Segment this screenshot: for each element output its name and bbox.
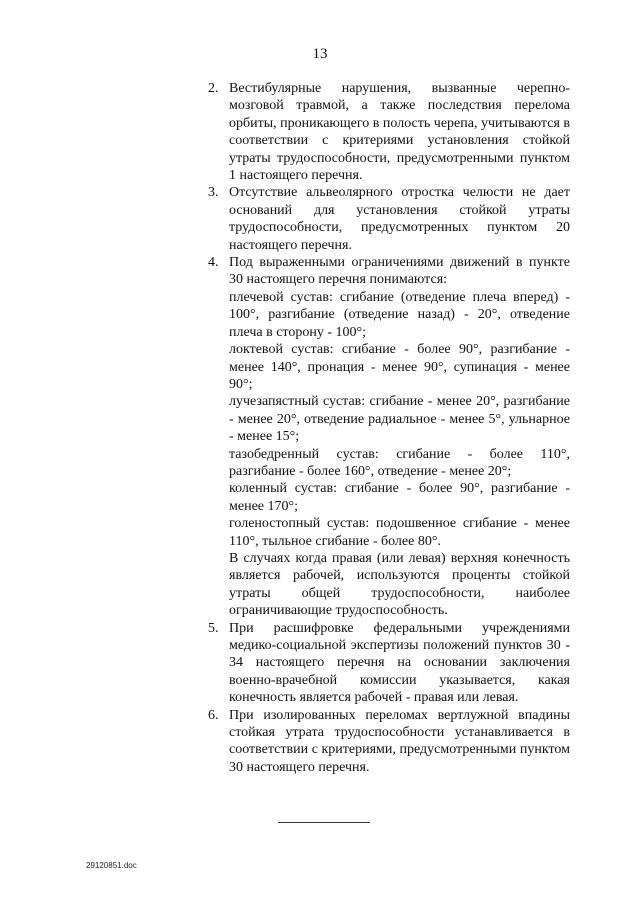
knee-joint-paragraph: коленный сустав: сгибание - более 90°, разгибание - менее 170°; — [229, 481, 570, 514]
working-limb-paragraph: В случаях когда правая (или левая) верхняя конечность является рабочей, используются проценты стойкой утраты общей трудоспособности, наиболее ограничивающие трудоспособность. — [229, 550, 570, 619]
item-number: 2. — [208, 81, 219, 96]
wrist-joint-paragraph: лучезапястный сустав: сгибание - менее 20°, разгибание - менее 20°, отведение радиальное - менее 5°, ульнарное - менее 15°; — [229, 394, 570, 445]
list-item-6 — [208, 707, 570, 777]
item-paragraph: Под выраженными ограничениями движений в пункте 30 настоящего перечня понимаются: — [229, 255, 570, 288]
list-item-2 — [208, 80, 570, 184]
item-paragraph: При изолированных переломах вертлужной впадины стойкая утрата трудоспособности устанавливается в соответствии с критериями, предусмотренными пунктом 30 настоящего перечня. — [229, 707, 570, 775]
end-separator-line — [278, 822, 370, 823]
shoulder-joint-paragraph: плечевой сустав: сгибание (отведение плеча вперед) - 100°, разгибание (отведение назад) - 20°, отведение плеча в сторону - 100°; — [229, 289, 570, 340]
list-item-4 — [208, 254, 570, 620]
item-paragraph: При расшифровке федеральными учреждениями медико-социальной экспертизы положений пунктов 30 - 34 настоящего перечня на основании заключения военно-врачебной комиссии указывается, какая конечность является рабочей - правая или левая. — [229, 620, 570, 706]
page-number: 13 — [312, 46, 328, 62]
item-number: 5. — [208, 620, 219, 636]
item-paragraph: Вестибулярные нарушения, вызванные черепно-мозговой травмой, а также последствия перелома орбиты, проникающего в полость черепа, учитываются в соответствии с критериями установления стойкой утраты трудоспособности, предусмотренными пунктом 1 настоящего перечня. — [229, 81, 570, 184]
list-item-5 — [208, 620, 570, 707]
hip-joint-paragraph: тазобедренный сустав: сгибание - более 110°, разгибание - более 160°, отведение - менее 20°; — [229, 446, 570, 479]
item-paragraph: Отсутствие альвеолярного отростка челюсти не дает оснований для установления стойкой утраты трудоспособности, предусмотренных пунктом 20 настоящего перечня. — [229, 185, 570, 253]
numbered-list — [208, 80, 570, 776]
elbow-joint-paragraph: локтевой сустав: сгибание - более 90°, разгибание - менее 140°, пронация - менее 90°, супинация - менее 90°; — [229, 342, 570, 392]
item-number: 3. — [208, 185, 219, 201]
item-number: 4. — [208, 255, 219, 271]
footer-file-code: 29120851.doc — [86, 861, 137, 870]
item-number: 6. — [208, 707, 219, 723]
ankle-joint-paragraph: голеностопный сустав: подошвенное сгибание - менее 110°, тыльное сгибание - более 80°. — [229, 516, 570, 549]
list-item-3 — [208, 184, 570, 254]
